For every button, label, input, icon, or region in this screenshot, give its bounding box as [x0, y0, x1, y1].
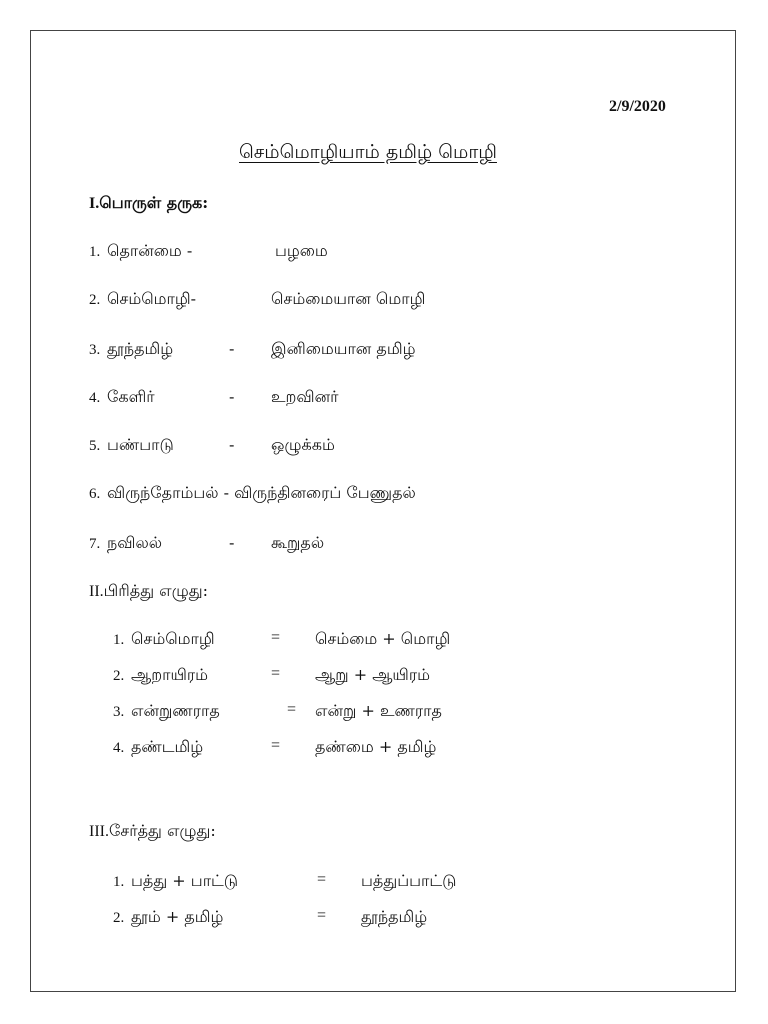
result: ஆறு + ஆயிரம் — [315, 665, 430, 684]
separator: - — [229, 435, 235, 454]
section-1-roman: I. — [89, 195, 100, 212]
section-2-heading — [89, 583, 208, 600]
meaning: இனிமையான தமிழ் — [271, 339, 416, 358]
term: செம்மொழி- — [107, 289, 197, 308]
section-3-roman: III. — [89, 823, 109, 840]
equals-sign: = — [271, 737, 281, 754]
term: தூம் + தமிழ் — [131, 907, 224, 926]
equals-sign: = — [317, 871, 327, 888]
term: கேளிர் — [107, 387, 155, 406]
meaning: செம்மையான மொழி — [271, 289, 426, 308]
item-number: 5. — [89, 438, 101, 454]
term: விருந்தோம்பல் - விருந்தினரைப் பேணுதல் — [107, 483, 416, 502]
result: செம்மை + மொழி — [315, 629, 451, 648]
section-1-heading-text: பொருள் தருக: — [99, 193, 209, 212]
term: பத்து + பாட்டு — [131, 871, 239, 890]
term: பண்பாடு — [107, 435, 174, 454]
item-number: 7. — [89, 536, 101, 552]
section-2-heading-text: பிரித்து எழுது: — [103, 581, 208, 600]
equals-sign: = — [271, 665, 281, 682]
result: பத்துப்பாட்டு — [361, 871, 457, 890]
item-number: 2. — [89, 292, 101, 308]
page-title: செம்மொழியாம் தமிழ் மொழி — [239, 141, 497, 163]
term: என்றுணராத — [131, 701, 220, 720]
term: ஆறாயிரம் — [131, 665, 209, 684]
meaning: கூறுதல் — [271, 533, 325, 552]
section-3-heading — [89, 823, 216, 840]
item-number: 3. — [113, 704, 125, 720]
item-number: 1. — [113, 632, 125, 648]
term: நவிலல் — [107, 533, 163, 552]
separator: - — [229, 339, 235, 358]
term: செம்மொழி — [131, 629, 215, 648]
item-number: 4. — [113, 740, 125, 756]
item-number: 2. — [113, 910, 125, 926]
term: தொன்மை - — [107, 241, 193, 260]
result: தண்மை + தமிழ் — [315, 737, 437, 756]
equals-sign: = — [317, 907, 327, 924]
equals-sign: = — [287, 701, 297, 718]
section-1-heading — [89, 195, 208, 212]
item-number: 6. — [89, 486, 101, 502]
item-number: 2. — [113, 668, 125, 684]
meaning: பழமை — [275, 241, 328, 260]
item-number: 4. — [89, 390, 101, 406]
item-number: 1. — [113, 874, 125, 890]
meaning: ஒழுக்கம் — [271, 435, 335, 454]
item-number: 3. — [89, 342, 101, 358]
equals-sign: = — [271, 629, 281, 646]
result: என்று + உணராத — [315, 701, 442, 720]
date: 2/9/2020 — [609, 98, 666, 115]
separator: - — [229, 387, 235, 406]
term: தூந்தமிழ் — [107, 339, 174, 358]
separator: - — [229, 533, 235, 552]
term: தண்டமிழ் — [131, 737, 204, 756]
worksheet-page — [30, 30, 736, 992]
section-2-roman: II. — [89, 583, 104, 600]
result: தூந்தமிழ் — [361, 907, 428, 926]
item-number: 1. — [89, 244, 101, 260]
section-3-heading-text: சேர்த்து எழுது: — [108, 821, 216, 840]
meaning: உறவினர் — [271, 387, 339, 406]
